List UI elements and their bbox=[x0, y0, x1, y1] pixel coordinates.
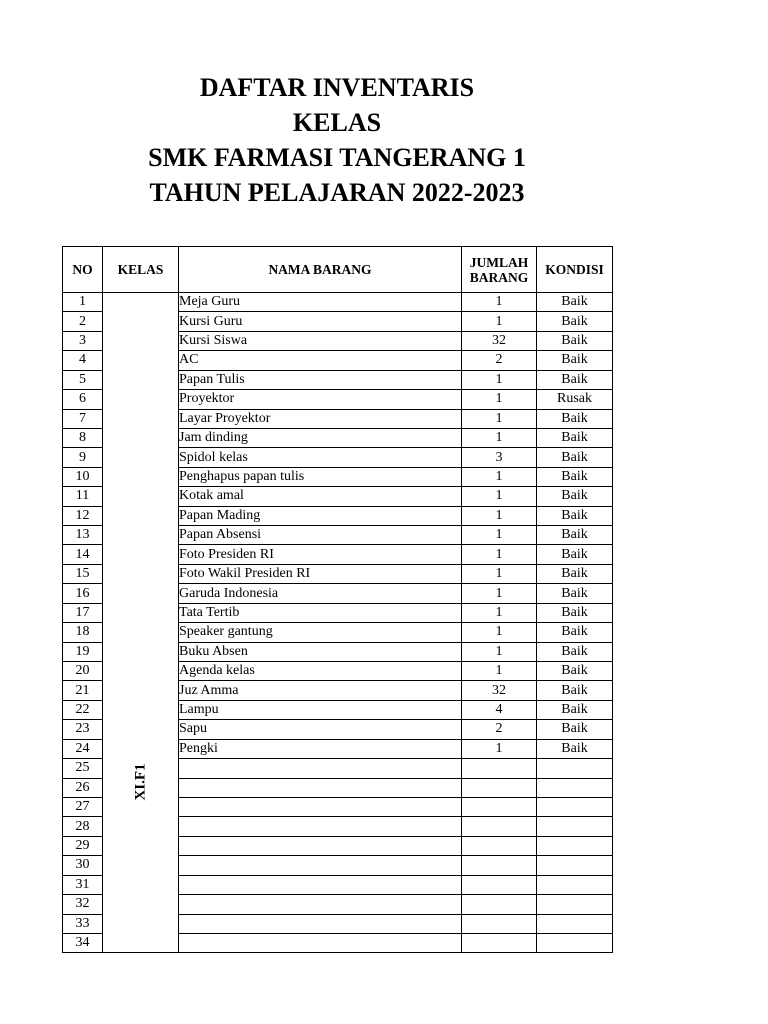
row-kondisi: Rusak bbox=[537, 390, 613, 409]
row-nama-barang bbox=[179, 856, 462, 875]
row-jumlah: 1 bbox=[462, 487, 537, 506]
row-no: 11 bbox=[63, 487, 103, 506]
row-nama-barang: Layar Proyektor bbox=[179, 409, 462, 428]
row-kondisi: Baik bbox=[537, 564, 613, 583]
row-jumlah: 1 bbox=[462, 662, 537, 681]
row-jumlah: 1 bbox=[462, 370, 537, 389]
row-jumlah: 1 bbox=[462, 526, 537, 545]
row-kondisi: Baik bbox=[537, 739, 613, 758]
row-kondisi bbox=[537, 797, 613, 816]
row-nama-barang: Sapu bbox=[179, 720, 462, 739]
row-no: 18 bbox=[63, 623, 103, 642]
row-nama-barang bbox=[179, 933, 462, 952]
kelas-value: XI.F1 bbox=[132, 763, 149, 801]
row-kondisi bbox=[537, 759, 613, 778]
row-nama-barang: Meja Guru bbox=[179, 293, 462, 312]
row-no: 30 bbox=[63, 856, 103, 875]
row-nama-barang: Lampu bbox=[179, 700, 462, 719]
row-kondisi: Baik bbox=[537, 526, 613, 545]
row-no: 29 bbox=[63, 836, 103, 855]
row-jumlah: 1 bbox=[462, 623, 537, 642]
row-jumlah: 1 bbox=[462, 739, 537, 758]
row-jumlah: 1 bbox=[462, 545, 537, 564]
row-kondisi: Baik bbox=[537, 681, 613, 700]
row-no: 5 bbox=[63, 370, 103, 389]
row-no: 12 bbox=[63, 506, 103, 525]
row-no: 6 bbox=[63, 390, 103, 409]
row-no: 15 bbox=[63, 564, 103, 583]
row-nama-barang bbox=[179, 778, 462, 797]
row-nama-barang: Foto Wakil Presiden RI bbox=[179, 564, 462, 583]
row-kondisi: Baik bbox=[537, 720, 613, 739]
row-nama-barang bbox=[179, 875, 462, 894]
row-jumlah: 1 bbox=[462, 428, 537, 447]
row-nama-barang: Juz Amma bbox=[179, 681, 462, 700]
row-no: 8 bbox=[63, 428, 103, 447]
header-jumlah-line-1: JUMLAH bbox=[469, 254, 529, 270]
row-no: 24 bbox=[63, 739, 103, 758]
kelas-cell bbox=[103, 293, 179, 953]
row-jumlah bbox=[462, 875, 537, 894]
row-nama-barang: Jam dinding bbox=[179, 428, 462, 447]
row-nama-barang: AC bbox=[179, 351, 462, 370]
row-jumlah bbox=[462, 895, 537, 914]
header-kondisi: KONDISI bbox=[537, 247, 613, 293]
row-no: 2 bbox=[63, 312, 103, 331]
row-jumlah bbox=[462, 778, 537, 797]
row-nama-barang: Speaker gantung bbox=[179, 623, 462, 642]
row-jumlah: 1 bbox=[462, 312, 537, 331]
row-kondisi: Baik bbox=[537, 428, 613, 447]
row-kondisi: Baik bbox=[537, 603, 613, 622]
row-no: 13 bbox=[63, 526, 103, 545]
row-jumlah: 1 bbox=[462, 409, 537, 428]
row-no: 26 bbox=[63, 778, 103, 797]
row-no: 9 bbox=[63, 448, 103, 467]
row-jumlah: 1 bbox=[462, 467, 537, 486]
inventory-table bbox=[62, 246, 613, 953]
row-kondisi: Baik bbox=[537, 487, 613, 506]
row-nama-barang: Foto Presiden RI bbox=[179, 545, 462, 564]
header-jumlah-barang bbox=[462, 247, 537, 293]
row-nama-barang bbox=[179, 759, 462, 778]
row-no: 21 bbox=[63, 681, 103, 700]
header-kelas: KELAS bbox=[103, 247, 179, 293]
row-nama-barang: Buku Absen bbox=[179, 642, 462, 661]
row-kondisi: Baik bbox=[537, 700, 613, 719]
row-nama-barang: Tata Tertib bbox=[179, 603, 462, 622]
row-jumlah: 1 bbox=[462, 584, 537, 603]
row-jumlah: 1 bbox=[462, 293, 537, 312]
row-kondisi: Baik bbox=[537, 584, 613, 603]
row-nama-barang: Kursi Siswa bbox=[179, 331, 462, 350]
row-no: 31 bbox=[63, 875, 103, 894]
row-nama-barang: Spidol kelas bbox=[179, 448, 462, 467]
row-kondisi: Baik bbox=[537, 623, 613, 642]
row-no: 14 bbox=[63, 545, 103, 564]
row-no: 1 bbox=[63, 293, 103, 312]
row-kondisi: Baik bbox=[537, 293, 613, 312]
row-no: 10 bbox=[63, 467, 103, 486]
row-no: 3 bbox=[63, 331, 103, 350]
row-nama-barang bbox=[179, 817, 462, 836]
row-nama-barang bbox=[179, 836, 462, 855]
row-kondisi: Baik bbox=[537, 467, 613, 486]
row-nama-barang: Papan Tulis bbox=[179, 370, 462, 389]
row-nama-barang bbox=[179, 797, 462, 816]
header-nama-barang: NAMA BARANG bbox=[179, 247, 462, 293]
row-kondisi bbox=[537, 778, 613, 797]
row-no: 4 bbox=[63, 351, 103, 370]
row-no: 17 bbox=[63, 603, 103, 622]
row-jumlah bbox=[462, 817, 537, 836]
row-nama-barang: Garuda Indonesia bbox=[179, 584, 462, 603]
row-kondisi bbox=[537, 836, 613, 855]
row-jumlah bbox=[462, 836, 537, 855]
row-jumlah: 4 bbox=[462, 700, 537, 719]
row-nama-barang: Papan Mading bbox=[179, 506, 462, 525]
row-nama-barang: Kursi Guru bbox=[179, 312, 462, 331]
header-no: NO bbox=[63, 247, 103, 293]
row-kondisi bbox=[537, 856, 613, 875]
row-nama-barang: Agenda kelas bbox=[179, 662, 462, 681]
row-kondisi: Baik bbox=[537, 448, 613, 467]
row-nama-barang bbox=[179, 914, 462, 933]
table-row bbox=[63, 293, 613, 312]
row-kondisi: Baik bbox=[537, 331, 613, 350]
row-jumlah: 2 bbox=[462, 351, 537, 370]
row-kondisi bbox=[537, 817, 613, 836]
row-kondisi: Baik bbox=[537, 370, 613, 389]
row-no: 25 bbox=[63, 759, 103, 778]
row-kondisi: Baik bbox=[537, 642, 613, 661]
row-no: 7 bbox=[63, 409, 103, 428]
title-line-3: SMK FARMASI TANGERANG 1 bbox=[148, 143, 526, 172]
title-line-4: TAHUN PELAJARAN 2022-2023 bbox=[149, 178, 525, 207]
row-kondisi: Baik bbox=[537, 506, 613, 525]
row-kondisi: Baik bbox=[537, 312, 613, 331]
row-jumlah bbox=[462, 933, 537, 952]
row-kondisi: Baik bbox=[537, 409, 613, 428]
row-jumlah: 32 bbox=[462, 331, 537, 350]
row-kondisi bbox=[537, 895, 613, 914]
row-kondisi: Baik bbox=[537, 662, 613, 681]
row-jumlah bbox=[462, 797, 537, 816]
row-jumlah bbox=[462, 759, 537, 778]
row-kondisi: Baik bbox=[537, 351, 613, 370]
row-kondisi: Baik bbox=[537, 545, 613, 564]
row-kondisi bbox=[537, 875, 613, 894]
row-jumlah: 1 bbox=[462, 564, 537, 583]
row-no: 19 bbox=[63, 642, 103, 661]
row-no: 23 bbox=[63, 720, 103, 739]
title-line-2: KELAS bbox=[292, 108, 382, 137]
row-jumlah bbox=[462, 856, 537, 875]
row-jumlah: 1 bbox=[462, 390, 537, 409]
row-no: 16 bbox=[63, 584, 103, 603]
row-nama-barang: Penghapus papan tulis bbox=[179, 467, 462, 486]
row-no: 33 bbox=[63, 914, 103, 933]
row-no: 32 bbox=[63, 895, 103, 914]
row-jumlah: 1 bbox=[462, 506, 537, 525]
table-body bbox=[63, 293, 613, 953]
row-jumlah: 2 bbox=[462, 720, 537, 739]
row-no: 34 bbox=[63, 933, 103, 952]
row-jumlah: 32 bbox=[462, 681, 537, 700]
row-no: 27 bbox=[63, 797, 103, 816]
row-nama-barang bbox=[179, 895, 462, 914]
row-nama-barang: Kotak amal bbox=[179, 487, 462, 506]
row-no: 28 bbox=[63, 817, 103, 836]
row-no: 20 bbox=[63, 662, 103, 681]
row-jumlah: 3 bbox=[462, 448, 537, 467]
row-jumlah bbox=[462, 914, 537, 933]
row-jumlah: 1 bbox=[462, 642, 537, 661]
document-title bbox=[0, 70, 674, 210]
row-nama-barang: Pengki bbox=[179, 739, 462, 758]
row-no: 22 bbox=[63, 700, 103, 719]
row-kondisi bbox=[537, 933, 613, 952]
row-nama-barang: Papan Absensi bbox=[179, 526, 462, 545]
title-line-1: DAFTAR INVENTARIS bbox=[199, 73, 475, 102]
row-kondisi bbox=[537, 914, 613, 933]
row-jumlah: 1 bbox=[462, 603, 537, 622]
table-header-row bbox=[63, 247, 613, 293]
header-jumlah-line-2: BARANG bbox=[469, 269, 529, 285]
row-nama-barang: Proyektor bbox=[179, 390, 462, 409]
